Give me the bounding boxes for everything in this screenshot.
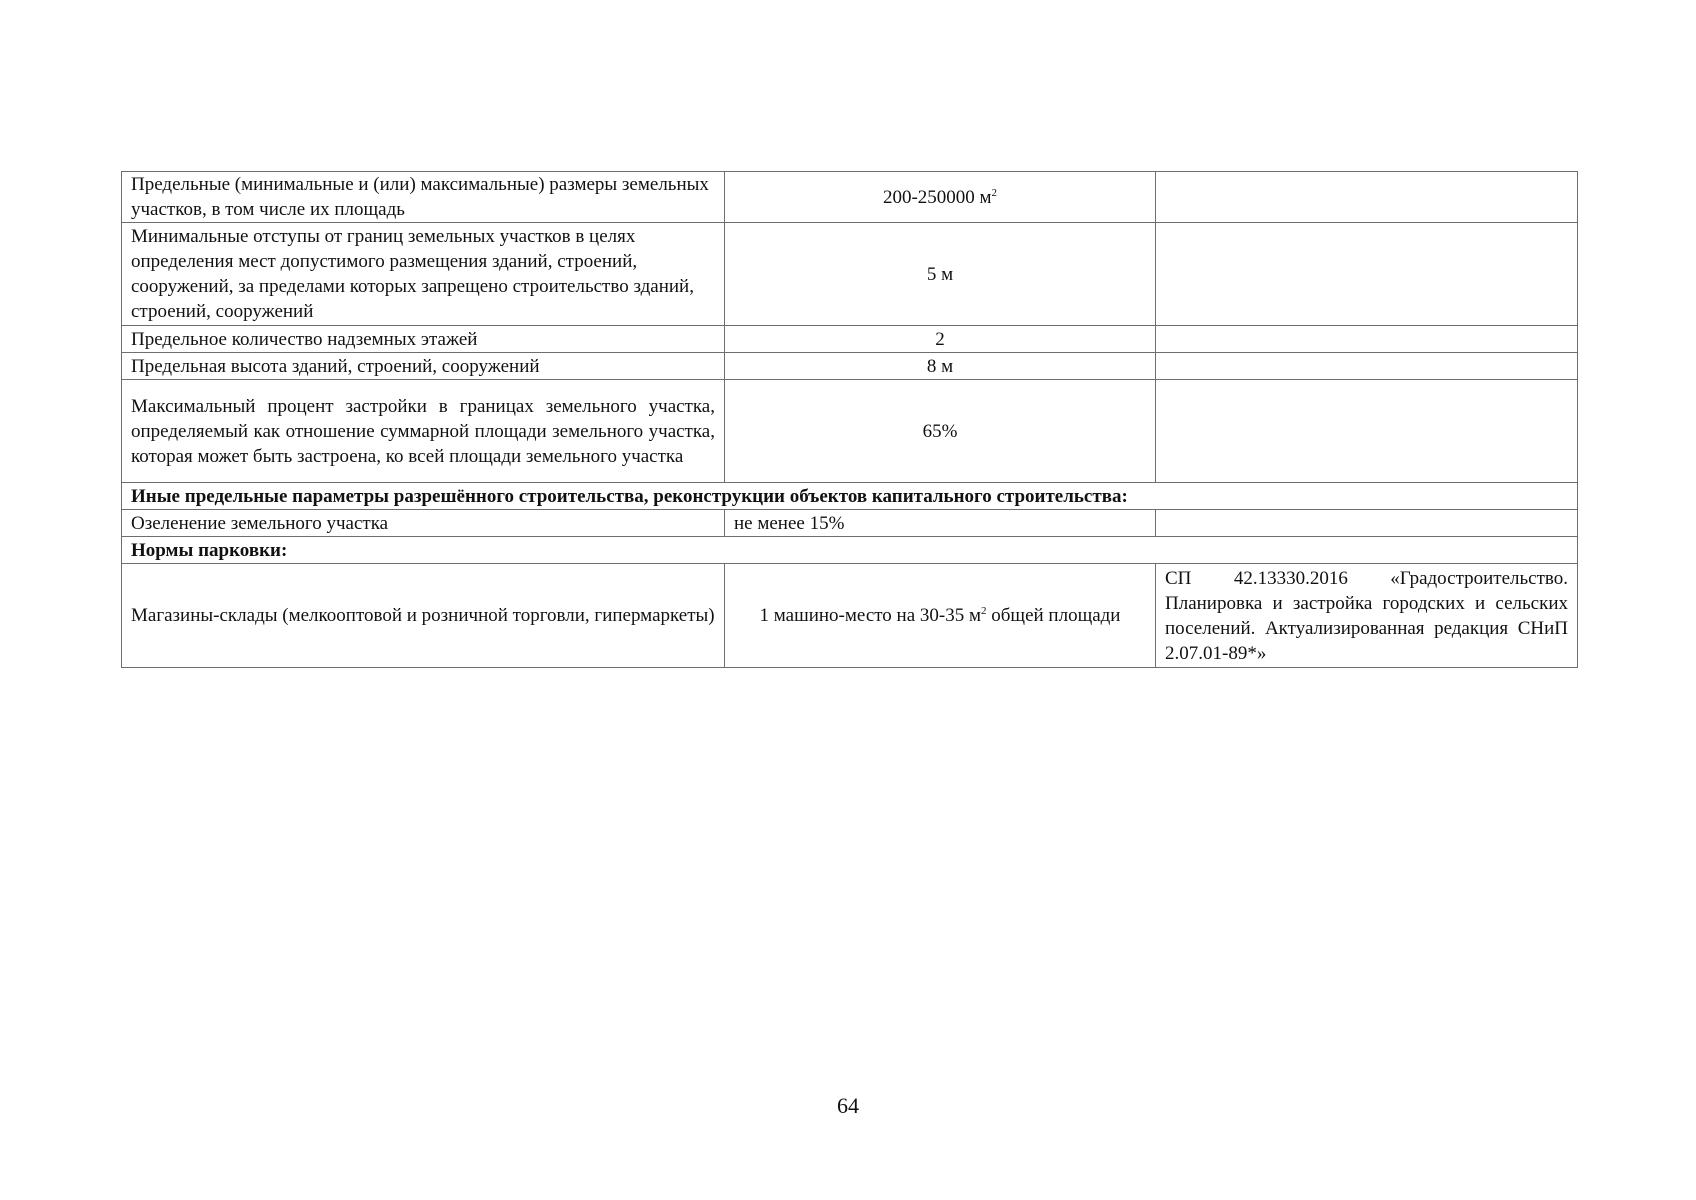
- param-name: Магазины-склады (мелкооптовой и розничной торговли, гипермаркеты): [122, 564, 725, 668]
- param-value: 2: [725, 326, 1156, 353]
- parameters-table: [121, 171, 1578, 668]
- table-row: [122, 564, 1578, 668]
- section-header-parking: Нормы парковки:: [122, 537, 1578, 564]
- param-note: [1156, 223, 1578, 326]
- param-value: 5 м: [725, 223, 1156, 326]
- param-name: Озеленение земельного участка: [122, 510, 725, 537]
- section-header-row: [122, 537, 1578, 564]
- param-note: [1156, 172, 1578, 223]
- param-note: [1156, 380, 1578, 483]
- section-header-other-params: Иные предельные параметры разрешённого строительства, реконструкции объектов капитального строительства:: [122, 483, 1578, 510]
- param-value: не менее 15%: [725, 510, 1156, 537]
- param-name: Максимальный процент застройки в границах земельного участка, определяемый как отношение суммарной площади земельного участка, которая может быть застроена, ко всей площади земельного участка: [122, 380, 725, 483]
- table-row: [122, 353, 1578, 380]
- param-name: Минимальные отступы от границ земельных участков в целях определения мест допустимого размещения зданий, строений, сооружений, за пределами которых запрещено строительство зданий, строений, сооружений: [122, 223, 725, 326]
- param-note: [1156, 510, 1578, 537]
- table-row: [122, 172, 1578, 223]
- param-note: [1156, 326, 1578, 353]
- section-header-row: [122, 483, 1578, 510]
- table-row: [122, 326, 1578, 353]
- page-number: 64: [837, 1093, 859, 1118]
- table-row: [122, 223, 1578, 326]
- param-value: 8 м: [725, 353, 1156, 380]
- param-name: Предельные (минимальные и (или) максимальные) размеры земельных участков, в том числе их площадь: [122, 172, 725, 223]
- param-name: Предельная высота зданий, строений, сооружений: [122, 353, 725, 380]
- table-row: [122, 510, 1578, 537]
- param-note: СП 42.13330.2016 «Градостроительство. Планировка и застройка городских и сельских поселений. Актуализированная редакция СНиП 2.07.01-89*»: [1156, 564, 1578, 668]
- param-value: 65%: [725, 380, 1156, 483]
- param-name: Предельное количество надземных этажей: [122, 326, 725, 353]
- table-row: [122, 380, 1578, 483]
- param-value: 200-250000 $м^2$: [725, 172, 1156, 223]
- param-value: 1 машино-место на 30-35 $м^2$ общей площади: [725, 564, 1156, 668]
- param-note: [1156, 353, 1578, 380]
